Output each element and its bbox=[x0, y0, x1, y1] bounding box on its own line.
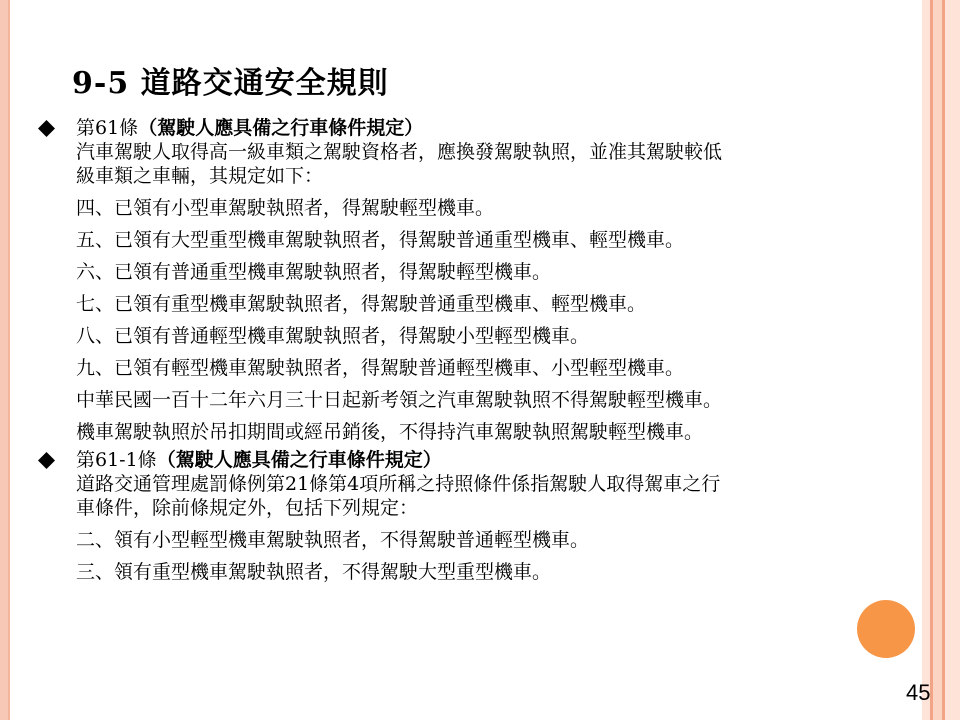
rule-block-61-1 bbox=[38, 448, 908, 584]
rule-item: 六、已領有普通重型機車駕駛執照者，得駕駛輕型機車。 bbox=[76, 261, 552, 283]
rule-heading bbox=[76, 448, 908, 472]
rule-item: 二、領有小型輕型機車駕駛執照者，不得駕駛普通輕型機車。 bbox=[76, 529, 590, 551]
rule-item: 三、領有重型機車駕駛執照者，不得駕駛大型重型機車。 bbox=[76, 561, 552, 583]
diamond-bullet-icon bbox=[38, 452, 55, 469]
rule-intro bbox=[76, 140, 908, 188]
diamond-bullet-icon bbox=[38, 120, 55, 137]
rule-block-61 bbox=[38, 116, 908, 444]
article-heading: （駕駛人應具備之行車條件規定） bbox=[156, 449, 442, 471]
rule-item: 七、已領有重型機車駕駛執照者，得駕駛普通重型機車、輕型機車。 bbox=[76, 293, 647, 315]
article-number: 第61-1條 bbox=[76, 449, 157, 471]
rule-item: 中華民國一百十二年六月三十日起新考領之汽車駕駛執照不得駕駛輕型機車。 bbox=[76, 389, 723, 411]
rule-item: 四、已領有小型車駕駛執照者，得駕駛輕型機車。 bbox=[76, 197, 495, 219]
rule-heading bbox=[76, 116, 908, 140]
intro-line: 車條件，除前條規定外，包括下列規定： bbox=[76, 497, 419, 519]
article-number: 第61條 bbox=[76, 117, 139, 139]
rule-item: 五、已領有大型重型機車駕駛執照者，得駕駛普通重型機車、輕型機車。 bbox=[76, 229, 685, 251]
intro-line: 級車類之車輛，其規定如下： bbox=[76, 165, 324, 187]
page-number: 45 bbox=[906, 680, 931, 705]
slide-title: 9-5 道路交通安全規則 bbox=[72, 66, 389, 101]
article-heading: （駕駛人應具備之行車條件規定） bbox=[138, 117, 424, 139]
rule-intro bbox=[76, 472, 908, 520]
rule-item: 八、已領有普通輕型機車駕駛執照者，得駕駛小型輕型機車。 bbox=[76, 325, 590, 347]
slide-content bbox=[38, 116, 908, 584]
decorative-orange-circle bbox=[857, 600, 915, 658]
rule-item: 九、已領有輕型機車駕駛執照者，得駕駛普通輕型機車、小型輕型機車。 bbox=[76, 357, 685, 379]
right-border-decoration bbox=[922, 0, 960, 720]
rule-item: 機車駕駛執照於吊扣期間或經吊銷後，不得持汽車駕駛執照駕駛輕型機車。 bbox=[76, 421, 704, 443]
left-border-decoration bbox=[0, 0, 10, 720]
intro-line: 道路交通管理處罰條例第21條第4項所稱之持照條件係指駕駛人取得駕車之行 bbox=[76, 473, 721, 495]
intro-line: 汽車駕駛人取得高一級車類之駕駛資格者，應換發駕駛執照，並准其駕駛較低 bbox=[76, 141, 723, 163]
